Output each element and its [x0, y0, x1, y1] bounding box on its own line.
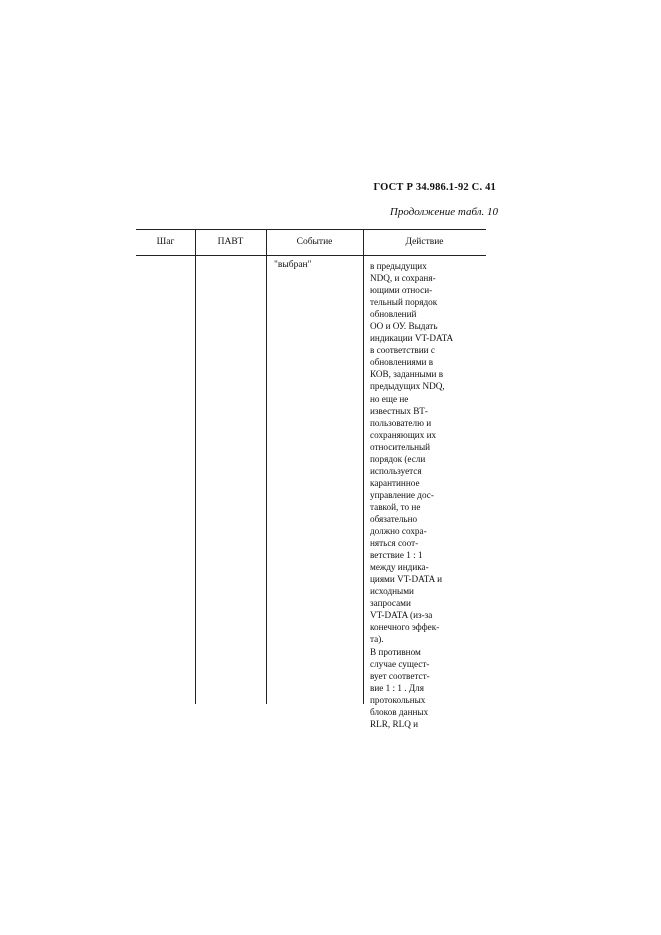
action-text-line: относительный	[370, 441, 431, 452]
action-text-line: управление дос-	[370, 489, 434, 500]
action-text-line: ОО и ОУ. Выдать	[370, 321, 438, 332]
action-text-line: конечного эффек-	[370, 622, 440, 633]
document-reference: ГОСТ Р 34.986.1-92 С. 41	[373, 182, 496, 193]
table-continuation-label: Продолжение табл. 10	[389, 206, 498, 218]
column-divider-2	[266, 229, 267, 704]
table-header-rule	[136, 255, 486, 256]
action-cell	[370, 260, 482, 730]
action-text-line: порядок (если	[370, 453, 426, 464]
action-text-line: RLR, RLQ и	[370, 718, 419, 729]
action-text-line: В противном	[370, 646, 421, 657]
action-text-line: обновлений	[370, 309, 417, 320]
column-header-event: Событие	[296, 237, 333, 247]
action-text-line: должно сохра-	[370, 526, 427, 537]
action-text-line: КОВ, заданными в	[370, 369, 444, 380]
action-text-line: между индика-	[370, 562, 429, 573]
action-text-line: в предыдущих	[370, 261, 427, 271]
table-top-rule	[136, 229, 486, 230]
action-text-line: запросами	[370, 598, 411, 609]
action-text-line: но еще не	[370, 393, 409, 404]
action-text-line: та).	[370, 634, 384, 645]
column-divider-1	[195, 229, 196, 704]
action-text-line: обновлениями в	[370, 357, 434, 368]
action-text-line: блоков данных	[370, 706, 429, 717]
action-text-line: обязательно	[370, 513, 418, 524]
action-text-line: пользователю и	[370, 417, 432, 428]
event-cell: "выбран"	[274, 260, 312, 270]
action-text-line: вие 1 : 1 . Для	[370, 682, 424, 693]
column-header-action: Действие	[405, 237, 444, 247]
action-text-line: предыдущих NDQ,	[370, 381, 445, 392]
action-text-line: VT-DATA (из-за	[370, 610, 433, 621]
action-text-line: исходными	[370, 586, 414, 597]
action-text-line: случае сущест-	[370, 658, 430, 669]
action-text-line: циями VT-DATA и	[370, 574, 443, 585]
action-text-line: протокольных	[370, 694, 426, 705]
action-text-line: в соответствии с	[370, 345, 435, 356]
action-text-line: известных ВТ-	[370, 405, 428, 416]
column-header-pavt: ПАВТ	[217, 237, 244, 247]
action-text-line: NDQ, и сохраня-	[370, 273, 436, 284]
action-text-line: используется	[370, 465, 422, 476]
action-text-line: вует соответст-	[370, 670, 430, 681]
column-divider-3	[363, 229, 364, 704]
action-text-line: тельный порядок	[370, 297, 438, 308]
action-text-line: карантинное	[370, 477, 420, 488]
action-text-line: тавкой, то не	[370, 501, 421, 512]
action-text-line: няться соот-	[370, 538, 419, 549]
action-text-line: сохраняющих их	[370, 429, 437, 440]
action-text-line: ветствие 1 : 1	[370, 550, 423, 561]
action-text-line: ющими относи-	[370, 285, 433, 296]
action-text-line: индикации VT-DATA	[370, 333, 454, 344]
column-header-step: Шаг	[156, 237, 175, 247]
